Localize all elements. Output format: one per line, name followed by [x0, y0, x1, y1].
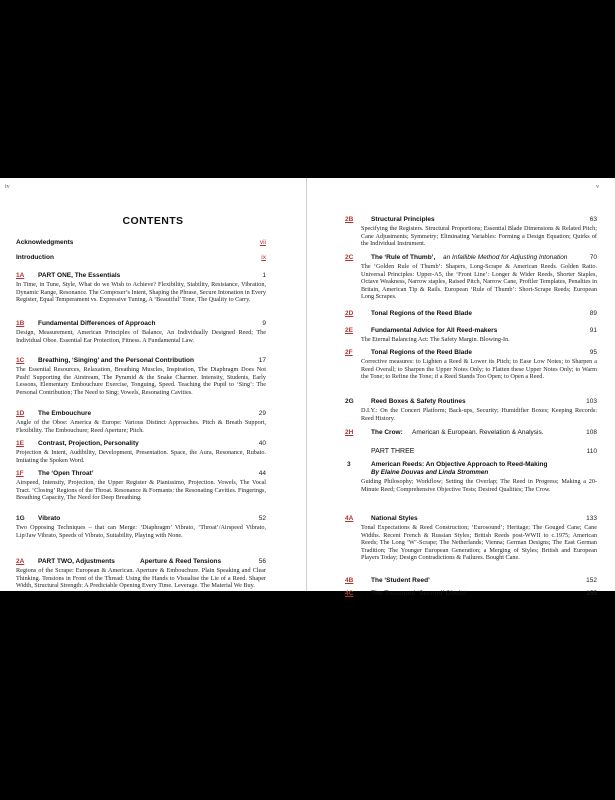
toc-description: The Eternal Balancing Act: The Safety Margin. Blowing-In. — [361, 336, 510, 343]
section-code[interactable]: 2D — [345, 310, 354, 317]
section-code[interactable]: 2C — [345, 254, 354, 261]
toc-title: Tonal Regions of the Reed Blade — [371, 349, 473, 356]
section-code[interactable]: 2F — [345, 349, 353, 356]
toc-author: By Elaine Douvas and Linda Strommen — [371, 469, 489, 476]
toc-page-number: 103 — [586, 398, 597, 405]
toc-front-acknowledgments[interactable] — [16, 239, 266, 248]
toc-title: Acknowledgments — [16, 239, 74, 246]
toc-page-number: 44 — [258, 470, 266, 477]
toc-title: PART ONE, The Essentials — [38, 272, 121, 279]
toc-page-number[interactable]: vii — [259, 239, 266, 246]
book-spread — [0, 178, 615, 597]
toc-title: Contrast, Projection, Personality — [38, 440, 139, 447]
section-code[interactable]: 4B — [345, 577, 354, 584]
toc-page-number: 1 — [262, 272, 266, 279]
toc-title: Structural Principles — [371, 216, 435, 223]
section-code[interactable]: 2H — [345, 429, 354, 436]
toc-page-number: 152 — [586, 577, 597, 584]
toc-description: Projection & Intent, Audibility, Development, Presentation. Space, the Aura, Resonance, Rubato. Imitating the Spoken Word. — [16, 449, 266, 464]
toc-page-number: 63 — [589, 216, 597, 223]
toc-page-number: 155 — [586, 590, 597, 597]
toc-description: Angle of the Oboe: America & Europe: Various Distinct Approaches. Pitch & Breath Support, Flexibility. The Embouchure; Reed Aperture; Pitch. — [16, 419, 266, 434]
section-code[interactable]: 2A — [16, 558, 25, 565]
contents-heading: CONTENTS — [122, 215, 184, 227]
toc-title: Introduction — [16, 254, 54, 261]
toc-page-number: 52 — [258, 515, 266, 522]
toc-description: The ‘Golden Rule of Thumb’: Shapers, Long-Scrape & American Reeds. Golden Ratio. Universal Principles: Upper-A5, the ‘Front Line’: Longer & Wider Reeds, Shorter Staples, Octave Weakness, Narrow staples, Raised Pitch, Narrow Cane, Profiler Templates, Penalties in Britain, American Tip & Rails. European ‘Rule of Thumb’: Short-Scrape Reeds; European Long Scrapes. — [361, 263, 597, 301]
toc-page-number: 17 — [258, 357, 266, 364]
toc-title: Reed Boxes & Safety Routines — [371, 398, 466, 405]
toc-title: National Styles — [371, 515, 418, 522]
toc-title-secondary: Aperture & Reed Tensions — [140, 558, 222, 565]
toc-title: The ‘Open Throat’ — [38, 470, 94, 477]
toc-description: Regions of the Scrape: European & American. Aperture & Embouchure. Plain Speaking and Clear Thinking. Tensions in Front of the Thread: Using the Hands to Visualise the Lie of a Reed. Shaper Width, Structural Strength: A Predictable Opening Every Time. Leverage. The Material We Buy. — [16, 567, 266, 590]
page-gutter — [306, 178, 307, 591]
toc-page-number: 40 — [258, 440, 266, 447]
section-code[interactable]: 1D — [16, 410, 25, 417]
section-code[interactable]: 1G — [16, 515, 25, 522]
toc-title: PART TWO, Adjustments — [38, 558, 115, 565]
toc-title: Fundamental Differences of Approach — [38, 320, 156, 327]
section-code[interactable]: 4A — [345, 515, 354, 522]
toc-description: Specifying the Registers. Structural Proportions; Essential Blade Dimensions & Related Pitch; Cane Adjustments; Symmetry; Eliminating Variables: Forming a Design Equation; Quirks of the Individual Instrument. — [361, 225, 597, 248]
toc-page-number[interactable]: ix — [261, 254, 266, 261]
toc-description: Design, Measurement, American Principles of Balance, An Individually Designed Reed; The Individual Oboe. Essential Ear Protection, Fitness. A Fundamental Law. — [16, 329, 266, 344]
toc-title: PART THREE — [371, 448, 415, 455]
toc-description: Airspeed, Intensity, Projection, the Upper Register & Pianissimo, Projection. Vowels, The Vocal Tract. ‘Closing’ Regions of the Throat. Resonance & Formants: the Resonating Cavities. Fingerings, Breathing Capacity, The Need for Deep Breathing. — [16, 479, 266, 502]
toc-page-number: 91 — [589, 327, 597, 334]
toc-page-number: 9 — [262, 320, 266, 327]
toc-description: In Time, in Tune, Style, What do we Wish to Achieve? Flexibility, Stability, Resistance, Vibration, Dynamic Range, Resonance. The Composer’s Intent, Shaping the Phrase, Secure Intonation in Every Register, Equal Temperament vs. Expressive Tuning, A ‘Beautiful’ Tone, The Quality to Carry. — [16, 281, 266, 304]
toc-description: Guiding Philosophy; Workflow; Setting the Overlap; The Reed in Progress; Making a 20-Minute Reed; Comprehensive Objective Tests; Desired Qualities; The Crow. — [361, 478, 597, 493]
section-code[interactable]: 2B — [345, 216, 354, 223]
toc-description: D.I.Y.: On the Concert Platform; Back-ups, Security; Humidifier Boxes; Keeping Records: Reed History. — [361, 407, 597, 422]
toc-front-introduction[interactable] — [16, 254, 266, 263]
toc-title: Vibrato — [38, 515, 61, 522]
toc-title: The Crow: — [371, 429, 403, 436]
toc-description: Tonal Expectations & Reed Construction; ‘Eurosound’; Heritage; The Gouged Cane; Cane Widths. Recent French & Russian Styles; British Reeds post-WWII to c.1975; American Reeds; The Long ‘W’-Scrape; The Netherlands; Vienna; German Designs; The East German Tradition; The Younger European Generation; a Merging of Styles; British and European Players Today; Design Contradictions & Failures. Bought Cane. — [361, 524, 597, 562]
toc-title: The ‘Rule of Thumb’, — [371, 254, 436, 261]
section-code[interactable]: 2E — [345, 327, 353, 334]
toc-page-number: 56 — [258, 558, 266, 565]
toc-page-number: 133 — [586, 515, 597, 522]
toc-page-number: 70 — [589, 254, 597, 261]
section-code[interactable]: 2G — [345, 398, 354, 405]
toc-title: American Reeds: An Objective Approach to Reed-Making — [371, 461, 548, 468]
section-code[interactable]: 1E — [16, 440, 24, 447]
toc-description: The Essential Resources, Relaxation, Breathing Muscles, Inspiration, The Diaphragm Does Not Push! Supporting the Airstream, The Pyramid & the Snake Charmer. Intensity, Students, Early Lessons, Elementary Embouchure Exercise, Tonguing, Speed. Teaching the Pupil to ‘Sing’: The Personal Contribution; The Need to Sing; Vowels, Resonating Cavities. — [16, 366, 266, 396]
toc-title: Breathing, ‘Singing’ and the Personal Contribution — [38, 357, 195, 364]
toc-title-italic: an Infallible Method for Adjusting Intonation — [443, 254, 568, 261]
section-code[interactable]: 3 — [347, 461, 351, 468]
toc-title: The ‘Student Reed’ — [371, 577, 430, 584]
toc-page-number: 110 — [586, 448, 597, 455]
toc-page-number: 89 — [589, 310, 597, 317]
toc-page-number: 29 — [258, 410, 266, 417]
toc-page-number: 108 — [586, 429, 597, 436]
toc-title: Tonal Regions of the Reed Blade — [371, 310, 473, 317]
section-code[interactable]: 1F — [16, 470, 24, 477]
left-folio: iv — [5, 184, 10, 190]
toc-title: The Embouchure — [38, 410, 92, 417]
toc-description: Corrective measures: to Lighten a Reed & Lower its Pitch; to Ease Low Notes; to Sharpen a Reed Overall; to Sharpen the Upper Notes Only; to Flatten these Upper Notes Only; to Warm the Tone; to Refine the Tone; if a Reed Stands Too Open; to Open a Reed. — [361, 358, 597, 381]
right-folio: v — [596, 184, 599, 190]
section-code[interactable]: 1A — [16, 272, 25, 279]
toc-page-number: 95 — [589, 349, 597, 356]
toc-title: The Treasured ‘Second’ Oboist — [371, 590, 467, 597]
section-code[interactable]: 1B — [16, 320, 25, 327]
toc-title-plain: American & European. Revelation & Analysis. — [412, 429, 544, 436]
section-code[interactable]: 4C — [345, 590, 354, 597]
toc-title: Fundamental Advice for All Reed-makers — [371, 327, 498, 334]
toc-description: Two Opposing Techniques – that can Merge: ‘Diaphragm’ Vibrato, ‘Throat’/Airspeed Vibrato, Lip/Jaw Vibrato, Speeds of Vibrato, Suitability, Playing with None. — [16, 524, 266, 539]
section-code[interactable]: 1C — [16, 357, 25, 364]
